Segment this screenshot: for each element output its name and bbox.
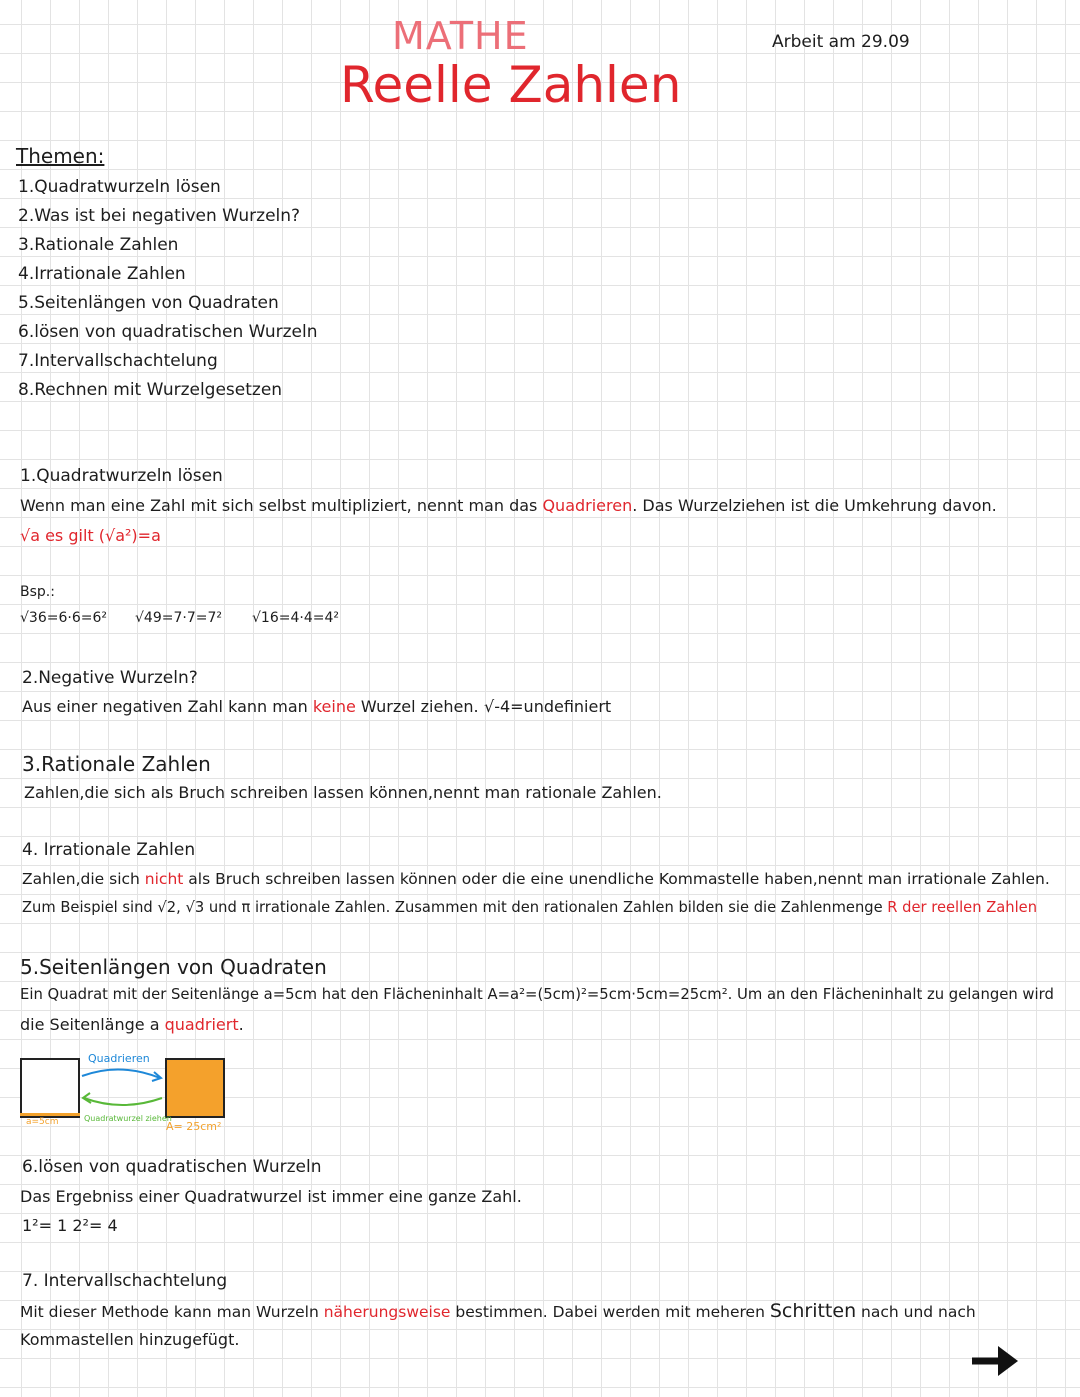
topic-item: 8.Rechnen mit Wurzelgesetzen [18,380,283,400]
section-5-line-1: Ein Quadrat mit der Seitenlänge a=5cm hat den Flächeninhalt A=a²=(5cm)²=5cm·5cm=25cm². Um an den Flächeninhalt zu gelangen wird [20,986,1054,1003]
topic-item: 5.Seitenlängen von Quadraten [18,293,279,313]
section-2-heading: 2.Negative Wurzeln? [22,668,198,688]
square-small [20,1058,80,1118]
text-part: als Bruch schreiben lassen können oder die eine unendliche Kommastelle haben,nennt man irrationale Zahlen. [183,870,1050,888]
section-4-heading: 4. Irrationale Zahlen [22,840,196,860]
square-area [165,1058,225,1118]
text-part: Mit dieser Methode kann man Wurzeln [20,1303,324,1321]
highlight-naeherungsweise: näherungsweise [323,1303,451,1321]
exam-date-note: Arbeit am 29.09 [772,32,910,52]
text-part: . [238,1015,244,1034]
section-7-line-2: Kommastellen hinzugefügt. [20,1330,240,1349]
topic-item: 6.lösen von quadratischen Wurzeln [18,322,318,342]
text-part: Zum Beispiel sind √2, √3 und π irrationale Zahlen. Zusammen mit den rationalen Zahlen bilden sie die Zahlenmenge [22,899,888,916]
highlight-reelle-zahlen: R der reellen Zahlen [887,899,1037,916]
text-part: Schritten [769,1300,857,1322]
themes-heading: Themen: [16,144,105,168]
section-1-text [20,496,997,515]
section-5-heading: 5.Seitenlängen von Quadraten [20,955,327,979]
arrow-root-icon [84,1098,162,1105]
topic-item: 2.Was ist bei negativen Wurzeln? [18,206,301,226]
section-2-text [22,697,479,716]
area-label: A= 25cm² [166,1120,222,1133]
example-label: Bsp.: [20,584,55,600]
text-part: Wurzel ziehen. [355,697,479,716]
highlight-nicht: nicht [144,870,184,888]
highlight-keine: keine [312,697,356,716]
topic-item: 3.Rationale Zahlen [18,235,179,255]
section-7-line-1 [20,1300,976,1322]
section-4-line-2 [22,899,1037,916]
root-rule: √a es gilt (√a²)=a [20,526,161,545]
page-title: Reelle Zahlen [340,56,682,114]
text-part: Wenn man eine Zahl mit sich selbst multipliziert, nennt man das [20,496,543,515]
text-part: bestimmen. Dabei werden mit meheren [450,1303,770,1321]
side-length-label: a=5cm [26,1117,59,1127]
section-4-line-1 [22,870,1050,888]
side-length-line [20,1113,80,1116]
example-item: √49=7·7=7² [135,610,222,626]
example-item: √36=6·6=6² [20,610,107,626]
section-6-examples: 1²= 1 2²= 4 [22,1216,118,1235]
topic-item: 7.Intervallschachtelung [18,351,218,371]
square-arrow-label: Quadrieren [88,1052,150,1065]
section-5-line-2 [20,1015,244,1034]
text-part: nach und nach [856,1303,976,1321]
section-1-heading: 1.Quadratwurzeln lösen [20,466,223,486]
subject-title: MATHE [392,14,529,58]
example-item: √16=4·4=4² [252,610,339,626]
section-3-text: Zahlen,die sich als Bruch schreiben lassen können,nennt man rationale Zahlen. [24,783,662,802]
arrow-head-icon [83,1093,91,1103]
next-page-arrow-icon [970,1340,1022,1382]
text-part: Zahlen,die sich [22,870,145,888]
text-part: Aus einer negativen Zahl kann man [22,697,313,716]
section-7-heading: 7. Intervallschachtelung [22,1271,228,1291]
diagram-arrows [78,1062,168,1114]
highlight-quadriert: quadriert [164,1015,239,1034]
topic-item: 4.Irrationale Zahlen [18,264,186,284]
root-arrow-label: Quadratwurzel ziehen [84,1114,172,1123]
highlight-quadrieren: Quadrieren [542,496,633,515]
negative-root-example: √-4=undefiniert [484,697,612,716]
section-3-heading: 3.Rationale Zahlen [22,752,211,776]
text-part: . Das Wurzelziehen ist die Umkehrung davon. [632,496,997,515]
topic-item: 1.Quadratwurzeln lösen [18,177,221,197]
text-part: die Seitenlänge a [20,1015,165,1034]
arrow-square-icon [82,1069,160,1078]
section-6-heading: 6.lösen von quadratischen Wurzeln [22,1157,322,1177]
section-6-text: Das Ergebniss einer Quadratwurzel ist immer eine ganze Zahl. [20,1187,522,1206]
